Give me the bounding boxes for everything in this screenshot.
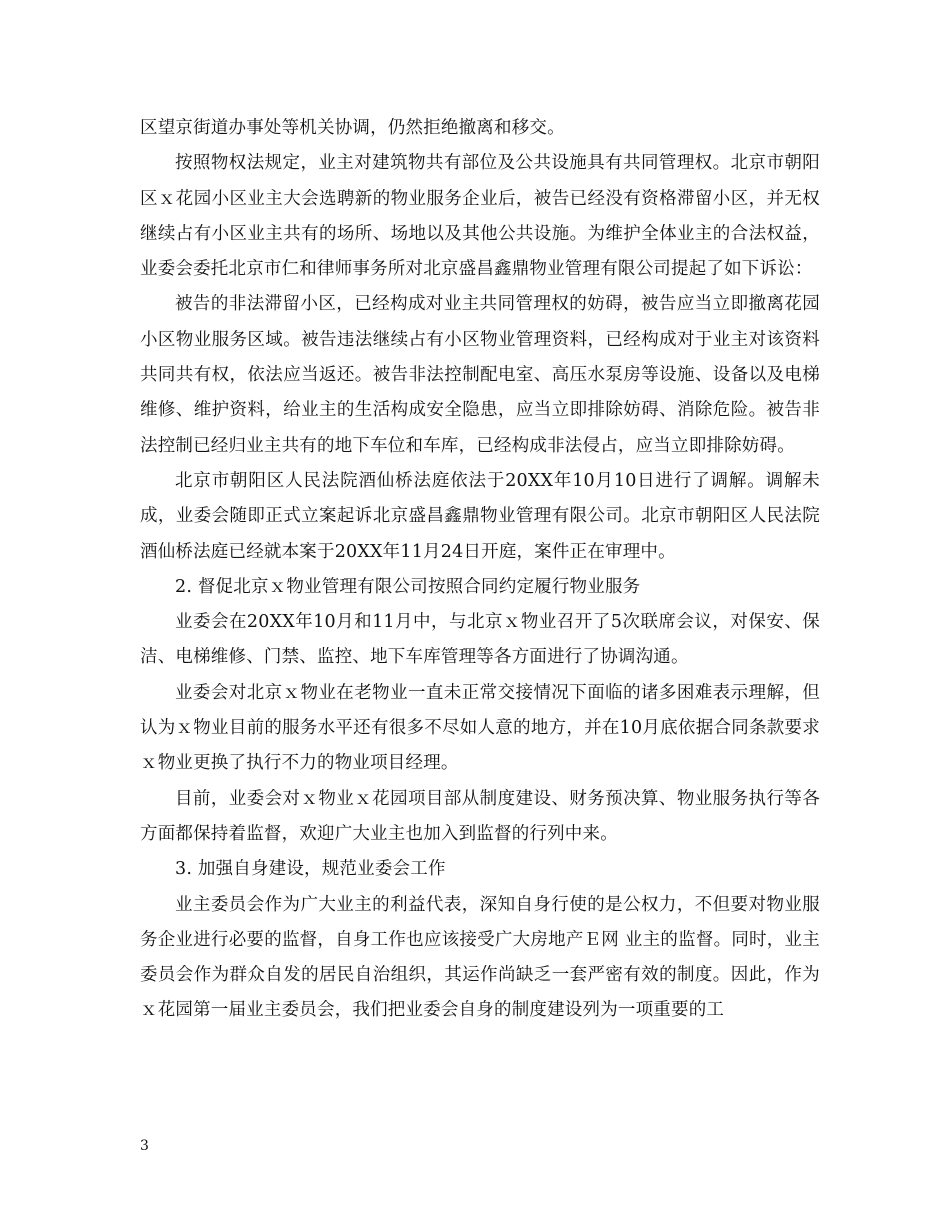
paragraph-5: 业委会在20XX年10月和11月中，与北京ｘ物业召开了5次联席会议，对保安、保洁、电梯维修、门禁、监控、地下车库管理等各方面进行了协调沟通。 [140, 612, 820, 668]
paragraph-6: 业委会对北京ｘ物业在老物业一直未正常交接情况下面临的诸多困难表示理解，但认为ｘ物业目前的服务水平还有很多不尽如人意的地方，并在10月底依据合同条款要求ｘ物业更换了执行不力的物业项目经理。 [140, 682, 820, 774]
section-heading-2: 2. 督促北京ｘ物业管理有限公司按照合同约定履行物业服务 [175, 576, 641, 597]
paragraph-3: 被告的非法滞留小区，已经构成对业主共同管理权的妨碍，被告应当立即撤离花园小区物业服务区域。被告违法继续占有小区物业管理资料，已经构成对于业主对该资料共同共有权，依法应当返还。被告非法控制配电室、高压水泵房等设施、设备以及电梯维修、维护资料，给业主的生活构成安全隐患，应当立即排除妨碍、消除危险。被告非法控制已经归业主共有的地下车位和车库，已经构成非法侵占，应当立即排除妨碍。 [140, 294, 820, 456]
paragraph-1: 区望京街道办事处等机关协调，仍然拒绝撤离和移交。 [140, 118, 565, 138]
paragraph-8: 业主委员会作为广大业主的利益代表，深知自身行使的是公权力，不但要对物业服务企业进行必要的监督，自身工作也应该接受广大房地产Ｅ网 业主的监督。同时，业主委员会作为群众自发的居民自治组织，其运作尚缺乏一套严密有效的制度。因此，作为ｘ花园第一届业主委员会，我们把业委会自身的制度建设列为一项重要的工 [140, 894, 820, 1021]
section-heading-3: 3. 加强自身建设，规范业委会工作 [175, 859, 446, 880]
body-text [140, 111, 820, 1029]
paragraph-2: 按照物权法规定，业主对建筑物共有部位及公共设施具有共同管理权。北京市朝阳区ｘ花园小区业主大会选聘新的物业服务企业后，被告已经没有资格滞留小区，并无权继续占有小区业主共有的场所、场地以及其他公共设施。为维护全体业主的合法权益，业委会委托北京市仁和律师事务所对北京盛昌鑫鼎物业管理有限公司提起了如下诉讼： [140, 153, 820, 280]
paragraph-4: 北京市朝阳区人民法院酒仙桥法庭依法于20XX年10月10日进行了调解。调解未成，业委会随即正式立案起诉北京盛昌鑫鼎物业管理有限公司。北京市朝阳区人民法院酒仙桥法庭已经就本案于20XX年11月24日开庭，案件正在审理中。 [140, 470, 820, 562]
paragraph-7: 目前，业委会对ｘ物业ｘ花园项目部从制度建设、财务预决算、物业服务执行等各方面都保持着监督，欢迎广大业主也加入到监督的行列中来。 [140, 788, 820, 844]
page-number: 3 [140, 1138, 149, 1154]
